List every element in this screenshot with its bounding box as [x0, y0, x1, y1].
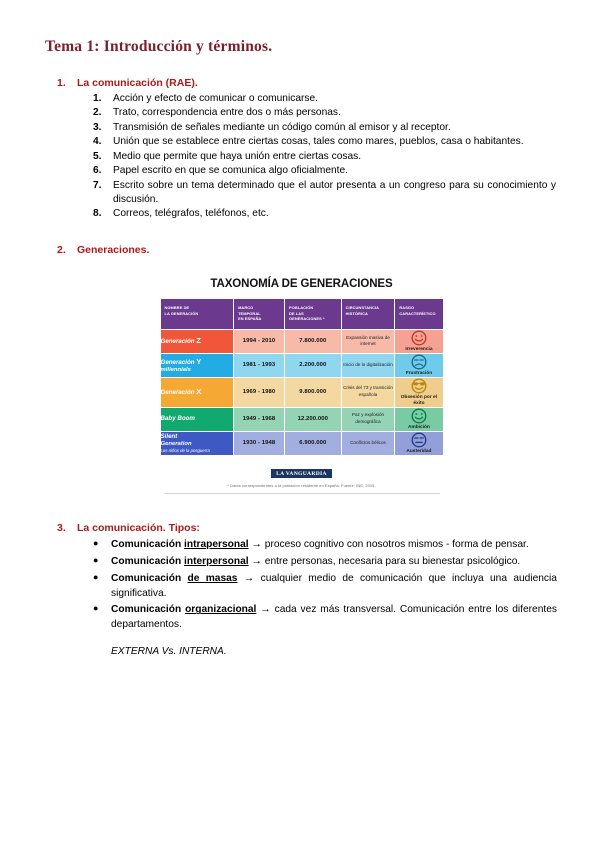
- list-item-text: Correos, telégrafos, teléfonos, etc.: [113, 208, 269, 220]
- column-header-time-frame: MARCO TEMPORAL EN ESPAÑA: [234, 298, 285, 329]
- cell-history: Crisis del 73 y transición española: [341, 377, 395, 407]
- arrow-glyph: →: [251, 538, 262, 551]
- list-item: [93, 150, 558, 164]
- section-number: 3.: [57, 522, 66, 535]
- table-row: [160, 407, 443, 431]
- arrow-glyph: →: [260, 603, 271, 616]
- section-title: La comunicación. Tipos:: [77, 522, 200, 535]
- cell-trait: [395, 377, 443, 407]
- column-header-population: POBLACIÓN DE LAS GENERACIONES *: [285, 298, 342, 329]
- cell-generation-name: Baby Boom: [160, 407, 234, 431]
- column-header-generation-name: NOMBRE DE LA GENERACIÓN: [160, 298, 234, 329]
- generations-figure: [152, 270, 452, 498]
- term-keyword: interpersonal: [184, 556, 249, 568]
- bullet-description: entre personas, necesaria para su bienestar psicológico.: [264, 556, 521, 568]
- list-item: [93, 602, 558, 633]
- section-heading-2: [45, 244, 558, 256]
- cell-trait: [395, 407, 443, 431]
- smiley-face-icon: [395, 408, 442, 424]
- neutral-face-icon: [395, 432, 442, 448]
- list-item: [93, 537, 558, 553]
- list-item-number: 4.: [93, 136, 102, 148]
- term-keyword: de masas: [187, 572, 238, 584]
- cell-years: 1969 - 1980: [234, 377, 285, 407]
- cell-years: 1930 - 1948: [234, 431, 285, 455]
- sunglasses-face-icon: [395, 378, 442, 394]
- list-item: [93, 121, 558, 135]
- table-row: [160, 353, 443, 377]
- list-item-text: Acción y efecto de comunicar o comunicarse.: [113, 92, 318, 104]
- bullet-text: [111, 571, 558, 602]
- list-item-text: Trato, correspondencia entre dos o más personas.: [113, 107, 341, 119]
- cell-history: Expansión masiva de internet: [341, 329, 395, 353]
- trait-label: Obsesión por el éxito: [400, 394, 438, 406]
- cell-population: 9.800.000: [285, 377, 342, 407]
- term-prefix: Comunicación: [111, 604, 182, 616]
- bullet-text: [111, 537, 558, 553]
- list-item-number: 1.: [93, 92, 102, 104]
- cell-generation-name: Generación X: [160, 377, 234, 407]
- trait-label: Frustración: [405, 370, 433, 376]
- section-heading-1: [45, 77, 558, 89]
- page-title: Tema 1: Introducción y términos.: [45, 38, 273, 55]
- column-header-historical-circumstance: CIRCUNSTANCIA HISTÓRICA: [341, 298, 395, 329]
- list-item-number: 3.: [93, 121, 102, 133]
- section-title: Generaciones.: [77, 243, 150, 256]
- figure-divider: [164, 493, 440, 494]
- cell-history: Paz y explosión demográfica: [341, 407, 395, 431]
- cell-population: 7.800.000: [285, 329, 342, 353]
- sad-face-icon: [395, 354, 442, 370]
- list-item: [93, 135, 558, 149]
- list-item: [93, 571, 558, 602]
- bullet-text: [111, 602, 558, 633]
- list-item: [93, 179, 558, 208]
- figure-note: * Datos correspondientes a la población residente en España. Fuente: INE, 2015.: [227, 483, 376, 489]
- bullet-icon: ●: [93, 603, 99, 614]
- cell-years: 1981 - 1993: [234, 353, 285, 377]
- section-number: 1.: [57, 76, 66, 89]
- la-vanguardia-logo: LA VANGUARDIA: [271, 469, 332, 478]
- smiley-face-icon: [395, 330, 442, 346]
- rae-definitions-list: [45, 92, 558, 222]
- cell-population: 12.200.000: [285, 407, 342, 431]
- cell-trait: [395, 329, 443, 353]
- table-row: [160, 329, 443, 353]
- figure-title: TAXONOMÍA DE GENERACIONES: [210, 277, 393, 290]
- bullet-icon: ●: [93, 538, 99, 549]
- list-item-text: Medio que permite que haya unión entre ciertas cosas.: [113, 150, 362, 162]
- list-item-number: 8.: [93, 208, 102, 220]
- generations-figure-container: [45, 270, 558, 498]
- list-item: [93, 207, 558, 221]
- term-prefix: Comunicación: [111, 539, 182, 551]
- bullet-text: [111, 554, 558, 570]
- bullet-description: cualquier medio de comunicación que incluya una audiencia significativa.: [111, 572, 557, 599]
- cell-population: 2.200.000: [285, 353, 342, 377]
- bullet-description: proceso cognitivo con nosotros mismos - forma de pensar.: [264, 539, 529, 551]
- column-header-characteristic-trait: RASGO CARACTERÍSTICO: [395, 298, 443, 329]
- list-item-number: 5.: [93, 150, 102, 162]
- trait-label: Ambición: [408, 424, 430, 430]
- list-item-number: 2.: [93, 107, 102, 119]
- list-item-text: Unión que se establece entre ciertas cosas, tales como mares, pueblos, casa o habitantes.: [113, 136, 524, 148]
- trait-label: Austeridad: [406, 448, 432, 454]
- cell-history: Inicio de la digitalización: [341, 353, 395, 377]
- cell-years: 1994 - 2010: [234, 329, 285, 353]
- section-number: 2.: [57, 243, 66, 256]
- cell-years: 1949 - 1968: [234, 407, 285, 431]
- table-row: [160, 377, 443, 407]
- cell-generation-name: Generación Z: [160, 329, 234, 353]
- list-item-number: 6.: [93, 165, 102, 177]
- list-item: [93, 106, 558, 120]
- table-header-row: [160, 298, 443, 329]
- list-item-text: Transmisión de señales mediante un código común al emisor y al receptor.: [113, 121, 451, 133]
- arrow-glyph: →: [243, 571, 255, 584]
- cell-trait: [395, 353, 443, 377]
- cell-generation-name: Silent Generation Los niños de la posguerra: [160, 431, 234, 455]
- trait-label: Irreverencia: [405, 346, 433, 352]
- bullet-icon: ●: [93, 571, 99, 582]
- bullet-description: cada vez más transversal. Comunicación entre los diferentes departamentos.: [111, 604, 557, 631]
- term-keyword: intrapersonal: [184, 539, 249, 551]
- generations-table: [160, 298, 444, 456]
- bullet-icon: ●: [93, 555, 99, 566]
- list-item: [93, 164, 558, 178]
- cell-population: 6.900.000: [285, 431, 342, 455]
- term-prefix: Comunicación: [111, 572, 182, 584]
- section-title: La comunicación (RAE).: [77, 76, 198, 89]
- section-heading-3: [45, 522, 558, 534]
- list-item: [93, 92, 558, 106]
- term-keyword: organizacional: [185, 604, 257, 616]
- cell-history: Conflictos bélicos: [341, 431, 395, 455]
- list-item-text: Escrito sobre un tema determinado que el autor presenta a un congreso para su conocimiento y discusión.: [113, 179, 556, 205]
- cell-generation-name: Generación Y millennials: [160, 353, 234, 377]
- figure-footer: [160, 462, 444, 480]
- communication-types-list: [45, 537, 558, 633]
- cell-trait: [395, 431, 443, 455]
- list-item: [93, 554, 558, 570]
- table-row: [160, 431, 443, 455]
- list-item-text: Papel escrito en que se comunica algo oficialmente.: [113, 165, 349, 177]
- term-prefix: Comunicación: [111, 556, 182, 568]
- arrow-glyph: →: [251, 555, 262, 568]
- externa-interna-note: EXTERNA Vs. INTERNA.: [111, 646, 227, 658]
- list-item-number: 7.: [93, 179, 102, 191]
